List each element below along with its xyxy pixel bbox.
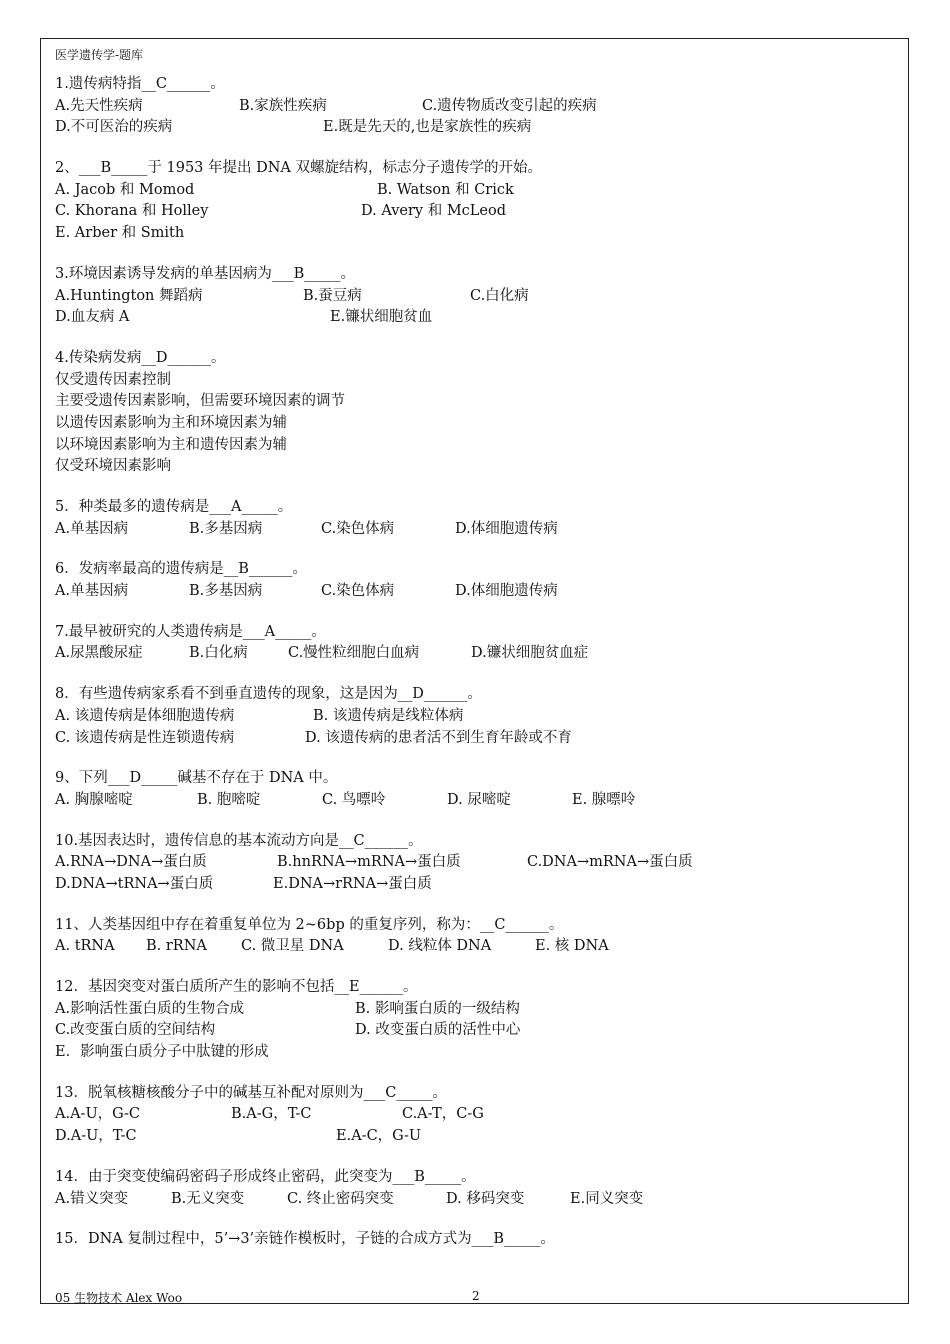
answer-option: B.家族性疾病 (239, 97, 327, 114)
question-stem-text: 6．发病率最高的遗传病是__B______。 (55, 561, 307, 578)
answer-option: B.多基因病 (189, 520, 263, 537)
answer-option: A.RNA→DNA→蛋白质 (55, 854, 207, 871)
answer-option: B.无义突变 (171, 1190, 245, 1207)
answer-option: 以环境因素影响为主和遗传因素为辅 (55, 436, 287, 453)
option-row (55, 435, 895, 457)
answer-option: B. 胞嘧啶 (197, 791, 261, 808)
answer-option: D.体细胞遗传病 (455, 520, 558, 537)
answer-option: D. 该遗传病的患者活不到生育年龄或不育 (305, 729, 572, 746)
question-14 (55, 1167, 895, 1210)
answer-option: A.A-U，G-C (55, 1106, 141, 1123)
option-row (55, 874, 895, 896)
answer-option: B. 影响蛋白质的一级结构 (355, 1000, 520, 1017)
answer-option: D.DNA→tRNA→蛋白质 (55, 875, 214, 892)
question-11 (55, 915, 895, 958)
answer-option: A. 该遗传病是体细胞遗传病 (55, 707, 235, 724)
answer-option: C.DNA→mRNA→蛋白质 (527, 854, 693, 871)
option-row (55, 307, 895, 329)
question-15 (55, 1229, 895, 1251)
answer-option: C.改变蛋白质的空间结构 (55, 1022, 216, 1039)
option-row (55, 1020, 895, 1042)
question-list (55, 74, 895, 1270)
answer-option: E. Arber 和 Smith (55, 225, 185, 242)
question-stem-text: 3.环境因素诱导发病的单基因病为___B_____。 (55, 265, 355, 282)
page-number: 2 (472, 1289, 480, 1303)
answer-option: 主要受遗传因素影响，但需要环境因素的调节 (55, 393, 345, 410)
answer-option: B. 该遗传病是线粒体病 (313, 707, 464, 724)
answer-option: A.错义突变 (55, 1190, 129, 1207)
option-row (55, 728, 895, 750)
question-13 (55, 1083, 895, 1148)
answer-option: D. 改变蛋白质的活性中心 (355, 1022, 521, 1039)
answer-option: D. 尿嘧啶 (447, 791, 511, 808)
option-row (55, 1126, 895, 1148)
question-stem-text: 14．由于突变使编码密码子形成终止密码，此突变为___B_____。 (55, 1168, 476, 1185)
question-stem-text: 13．脱氧核糖核酸分子中的碱基互补配对原则为___C_____。 (55, 1084, 448, 1101)
answer-option: A.单基因病 (55, 583, 129, 600)
answer-option: A.先天性疾病 (55, 97, 143, 114)
answer-option: E.同义突变 (570, 1190, 644, 1207)
answer-option: A.单基因病 (55, 520, 129, 537)
question-stem-text: 10.基因表达时，遗传信息的基本流动方向是__C______。 (55, 832, 423, 849)
answer-option: 以遗传因素影响为主和环境因素为辅 (55, 414, 287, 431)
answer-option: B.蚕豆病 (303, 287, 362, 304)
answer-option: C. Khorana 和 Holley (55, 203, 209, 220)
question-stem (55, 622, 895, 644)
answer-option: C.白化病 (470, 287, 529, 304)
question-stem-text: 15．DNA 复制过程中，5’→3’亲链作模板时，子链的合成方式为___B_____。 (55, 1231, 555, 1248)
question-stem-text: 9、下列___D_____碱基不存在于 DNA 中。 (55, 770, 338, 787)
question-stem (55, 158, 895, 180)
option-row (55, 643, 895, 665)
answer-option: C. 终止密码突变 (287, 1190, 394, 1207)
question-4 (55, 348, 895, 478)
question-stem-text: 12．基因突变对蛋白质所产生的影响不包括__E______。 (55, 979, 418, 995)
answer-option: D.体细胞遗传病 (455, 583, 558, 600)
answer-option: E.既是先天的,也是家族性的疾病 (323, 119, 532, 136)
answer-option: B.多基因病 (189, 583, 263, 600)
answer-option: 仅受遗传因素控制 (55, 371, 171, 388)
answer-option: E. 核 DNA (535, 938, 609, 955)
question-stem (55, 1229, 895, 1251)
option-row (55, 370, 895, 392)
question-8 (55, 684, 895, 749)
question-stem-text: 8．有些遗传病家系看不到垂直遗传的现象，这是因为__D______。 (55, 686, 482, 703)
option-row (55, 391, 895, 413)
answer-option: E．影响蛋白质分子中肽键的形成 (55, 1044, 269, 1061)
question-stem-text: 5．种类最多的遗传病是___A_____。 (55, 499, 293, 515)
answer-option: E.DNA→rRNA→蛋白质 (273, 875, 432, 892)
question-stem (55, 684, 895, 706)
answer-option: D.血友病 A (55, 309, 130, 326)
answer-option: A.尿黑酸尿症 (55, 645, 143, 662)
answer-option: E.镰状细胞贫血 (330, 309, 433, 326)
option-row (55, 456, 895, 478)
question-stem-text: 1.遗传病特指__C______。 (55, 76, 225, 92)
answer-option: D. Avery 和 McLeod (361, 203, 507, 220)
option-row (55, 581, 895, 603)
answer-option: A. Jacob 和 Momod (55, 181, 195, 198)
answer-option: D.不可医治的疾病 (55, 119, 173, 136)
question-stem-text: 2、___B_____于 1953 年提出 DNA 双螺旋结构，标志分子遗传学的开始。 (55, 160, 543, 177)
page-header: 医学遗传学-题库 (55, 48, 144, 62)
question-stem (55, 559, 895, 581)
answer-option: B. rRNA (146, 938, 207, 955)
answer-option: A. 胸腺嘧啶 (55, 791, 133, 808)
option-row (55, 117, 895, 139)
answer-option: B. Watson 和 Crick (377, 181, 514, 198)
option-row (55, 999, 895, 1021)
question-stem (55, 915, 895, 937)
question-stem-text: 7.最早被研究的人类遗传病是___A_____。 (55, 623, 326, 640)
question-stem-text: 11、人类基因组中存在着重复单位为 2~6bp 的重复序列，称为：__C______。 (55, 916, 564, 933)
question-stem-text: 4.传染病发病__D______。 (55, 349, 226, 366)
answer-option: A.Huntington 舞蹈病 (55, 287, 203, 304)
option-row (55, 790, 895, 812)
answer-option: A.影响活性蛋白质的生物合成 (55, 1000, 245, 1017)
question-stem (55, 831, 895, 853)
option-row (55, 201, 895, 223)
question-2 (55, 158, 895, 245)
answer-option: C.染色体病 (321, 583, 395, 600)
question-3 (55, 264, 895, 329)
question-stem (55, 264, 895, 286)
footer-author: 05 生物技术 Alex Woo (55, 1291, 183, 1305)
question-10 (55, 831, 895, 896)
question-stem (55, 497, 895, 519)
answer-option: D.镰状细胞贫血症 (471, 645, 589, 662)
answer-option: A. tRNA (55, 938, 115, 955)
option-row (55, 413, 895, 435)
option-row (55, 1189, 895, 1211)
option-row (55, 852, 895, 874)
question-stem (55, 977, 895, 999)
answer-option: D.A-U，T-C (55, 1128, 137, 1145)
answer-option: C.慢性粒细胞白血病 (288, 645, 420, 662)
option-row (55, 96, 895, 118)
answer-option: B.白化病 (189, 645, 248, 662)
question-stem (55, 768, 895, 790)
answer-option: C. 该遗传病是性连锁遗传病 (55, 729, 235, 746)
answer-option: B.A-G，T-C (231, 1106, 312, 1123)
answer-option: C. 鸟嘌呤 (322, 791, 386, 808)
question-9 (55, 768, 895, 811)
question-12 (55, 977, 895, 1064)
option-row (55, 706, 895, 728)
answer-option: C.染色体病 (321, 520, 395, 537)
question-7 (55, 622, 895, 665)
option-row (55, 180, 895, 202)
question-stem (55, 348, 895, 370)
question-1 (55, 74, 895, 139)
answer-option: C.遗传物质改变引起的疾病 (422, 97, 597, 114)
question-stem (55, 1167, 895, 1189)
question-stem (55, 1083, 895, 1105)
answer-option: D. 线粒体 DNA (388, 938, 492, 955)
answer-option: C. 微卫星 DNA (241, 938, 344, 955)
answer-option: D. 移码突变 (446, 1190, 525, 1207)
option-row (55, 1042, 895, 1064)
question-stem (55, 74, 895, 96)
option-row (55, 1104, 895, 1126)
answer-option: 仅受环境因素影响 (55, 458, 171, 475)
answer-option: E. 腺嘌呤 (572, 791, 636, 808)
answer-option: B.hnRNA→mRNA→蛋白质 (277, 854, 461, 871)
answer-option: C.A-T，C-G (402, 1106, 484, 1123)
question-6 (55, 559, 895, 602)
answer-option: E.A-C，G-U (336, 1128, 422, 1145)
option-row (55, 286, 895, 308)
option-row (55, 223, 895, 245)
question-5 (55, 497, 895, 540)
option-row (55, 519, 895, 541)
option-row (55, 936, 895, 958)
